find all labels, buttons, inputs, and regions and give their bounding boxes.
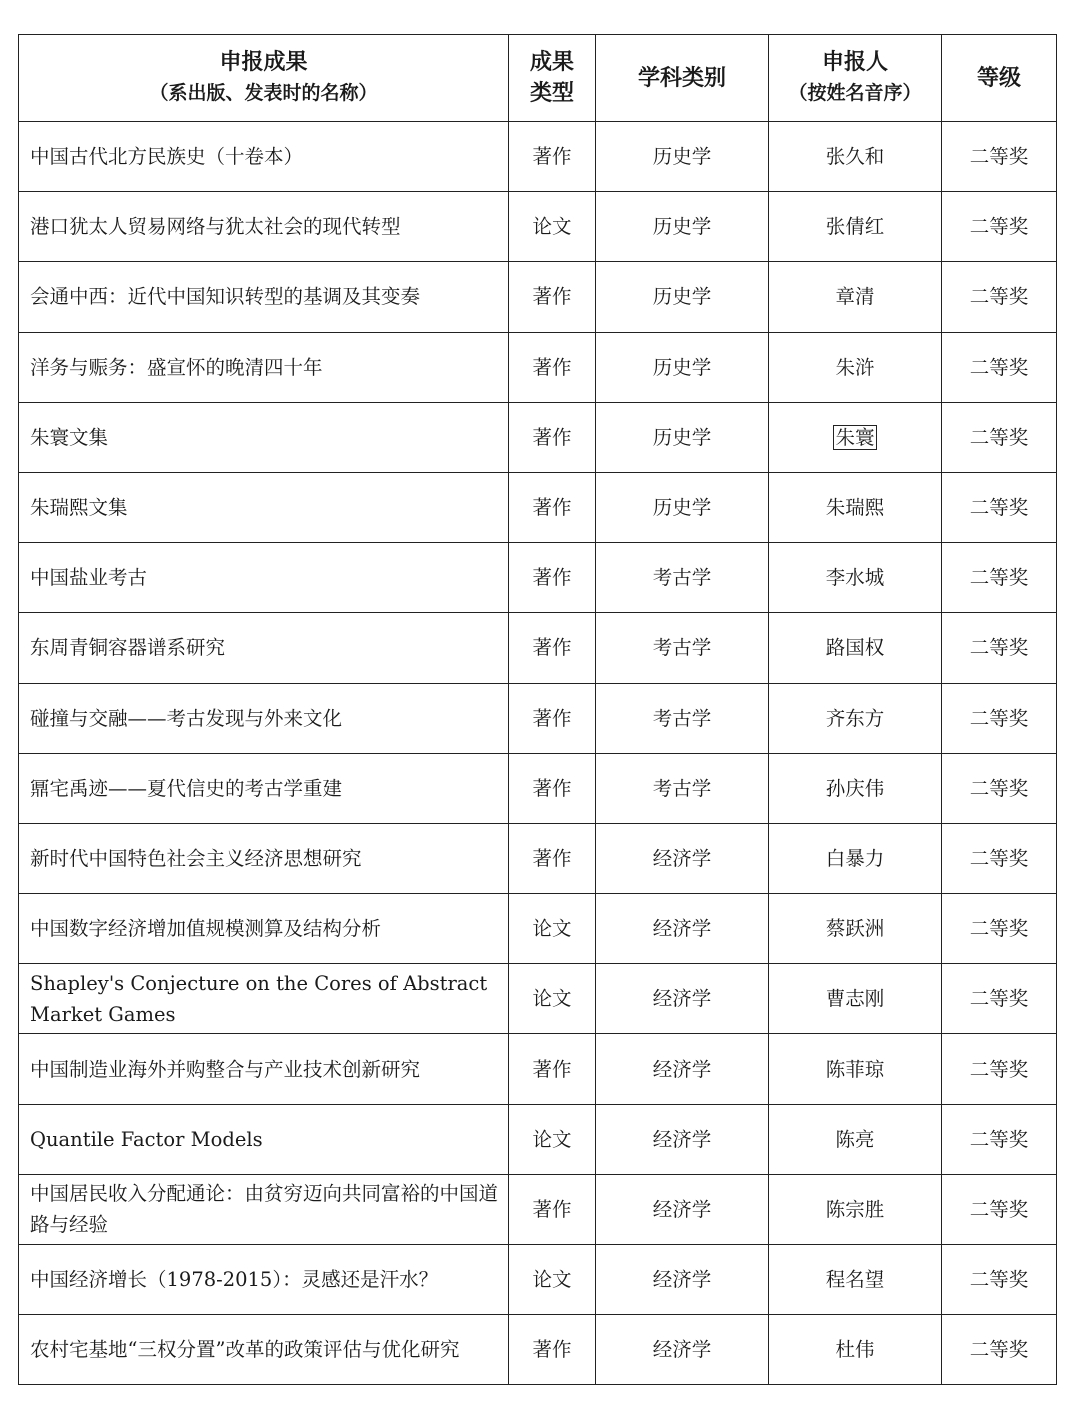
header-row <box>19 35 1057 122</box>
cell-discipline: 历史学 <box>596 402 769 472</box>
cell-discipline: 历史学 <box>596 472 769 542</box>
table-row <box>19 894 1057 964</box>
cell-applicant: 程名望 <box>769 1245 942 1315</box>
cell-title: Quantile Factor Models <box>19 1104 509 1174</box>
cell-grade: 二等奖 <box>942 472 1057 542</box>
cell-title: 会通中西：近代中国知识转型的基调及其变奏 <box>19 262 509 332</box>
cell-type: 著作 <box>509 402 596 472</box>
cell-title: 东周青铜容器谱系研究 <box>19 613 509 683</box>
cell-discipline: 历史学 <box>596 262 769 332</box>
cell-grade: 二等奖 <box>942 1315 1057 1385</box>
cell-type: 著作 <box>509 753 596 823</box>
cell-discipline: 经济学 <box>596 1104 769 1174</box>
header-discipline: 学科类别 <box>596 35 769 122</box>
cell-type: 著作 <box>509 1315 596 1385</box>
table-row <box>19 332 1057 402</box>
cell-type: 著作 <box>509 472 596 542</box>
header-applicant <box>769 35 942 122</box>
cell-grade: 二等奖 <box>942 543 1057 613</box>
table-row <box>19 1034 1057 1104</box>
cell-discipline: 考古学 <box>596 543 769 613</box>
cell-title: 洋务与赈务：盛宣怀的晚清四十年 <box>19 332 509 402</box>
cell-type: 著作 <box>509 683 596 753</box>
cell-type: 著作 <box>509 823 596 893</box>
cell-grade: 二等奖 <box>942 753 1057 823</box>
cell-discipline: 经济学 <box>596 1034 769 1104</box>
cell-discipline: 经济学 <box>596 823 769 893</box>
table-row <box>19 122 1057 192</box>
cell-discipline: 经济学 <box>596 1315 769 1385</box>
cell-grade: 二等奖 <box>942 964 1057 1034</box>
table-row <box>19 402 1057 472</box>
cell-type: 著作 <box>509 543 596 613</box>
cell-discipline: 经济学 <box>596 894 769 964</box>
cell-applicant: 孙庆伟 <box>769 753 942 823</box>
header-work <box>19 35 509 122</box>
awards-table <box>18 34 1057 1385</box>
table-body <box>19 122 1057 1385</box>
cell-type: 著作 <box>509 1034 596 1104</box>
cell-applicant: 杜伟 <box>769 1315 942 1385</box>
table-row <box>19 262 1057 332</box>
table-row <box>19 192 1057 262</box>
cell-type: 论文 <box>509 1245 596 1315</box>
cell-grade: 二等奖 <box>942 1034 1057 1104</box>
table-header <box>19 35 1057 122</box>
cell-applicant: 白暴力 <box>769 823 942 893</box>
cell-title: 中国经济增长（1978-2015）：灵感还是汗水？ <box>19 1245 509 1315</box>
cell-title: 碰撞与交融——考古发现与外来文化 <box>19 683 509 753</box>
cell-discipline: 考古学 <box>596 683 769 753</box>
cell-type: 著作 <box>509 332 596 402</box>
cell-discipline: 历史学 <box>596 122 769 192</box>
cell-type: 著作 <box>509 613 596 683</box>
cell-discipline: 考古学 <box>596 613 769 683</box>
table-row <box>19 683 1057 753</box>
cell-grade: 二等奖 <box>942 894 1057 964</box>
cell-grade: 二等奖 <box>942 683 1057 753</box>
table-row <box>19 823 1057 893</box>
cell-title: 中国制造业海外并购整合与产业技术创新研究 <box>19 1034 509 1104</box>
cell-type: 著作 <box>509 122 596 192</box>
cell-discipline: 经济学 <box>596 1245 769 1315</box>
cell-discipline: 经济学 <box>596 964 769 1034</box>
cell-grade: 二等奖 <box>942 262 1057 332</box>
cell-applicant: 张久和 <box>769 122 942 192</box>
cell-applicant: 路国权 <box>769 613 942 683</box>
cell-type: 论文 <box>509 894 596 964</box>
cell-applicant: 朱浒 <box>769 332 942 402</box>
cell-type: 论文 <box>509 192 596 262</box>
cell-applicant: 陈菲琼 <box>769 1034 942 1104</box>
cell-title: 中国古代北方民族史（十卷本） <box>19 122 509 192</box>
cell-applicant: 张倩红 <box>769 192 942 262</box>
applicant-boxed: 朱寰 <box>835 425 875 449</box>
header-type-line2: 类型 <box>529 80 574 106</box>
cell-title: 朱寰文集 <box>19 402 509 472</box>
cell-type: 著作 <box>509 1174 596 1244</box>
table-row <box>19 1245 1057 1315</box>
cell-title: Shapley's Conjecture on the Cores of Abstract Market Games <box>19 964 509 1034</box>
table-row <box>19 1315 1057 1385</box>
cell-applicant: 陈亮 <box>769 1104 942 1174</box>
cell-applicant: 章清 <box>769 262 942 332</box>
cell-title: 中国居民收入分配通论：由贫穷迈向共同富裕的中国道路与经验 <box>19 1174 509 1244</box>
cell-applicant: 李水城 <box>769 543 942 613</box>
cell-grade: 二等奖 <box>942 332 1057 402</box>
cell-title: 中国数字经济增加值规模测算及结构分析 <box>19 894 509 964</box>
cell-applicant: 曹志刚 <box>769 964 942 1034</box>
table-row <box>19 964 1057 1034</box>
cell-type: 著作 <box>509 262 596 332</box>
table-row <box>19 613 1057 683</box>
table-row <box>19 543 1057 613</box>
cell-type: 论文 <box>509 1104 596 1174</box>
cell-title: 农村宅基地“三权分置”改革的政策评估与优化研究 <box>19 1315 509 1385</box>
cell-discipline: 经济学 <box>596 1174 769 1244</box>
cell-grade: 二等奖 <box>942 1174 1057 1244</box>
cell-applicant: 齐东方 <box>769 683 942 753</box>
cell-applicant: 蔡跃洲 <box>769 894 942 964</box>
cell-grade: 二等奖 <box>942 122 1057 192</box>
cell-grade: 二等奖 <box>942 613 1057 683</box>
cell-title: 鼏宅禹迹——夏代信史的考古学重建 <box>19 753 509 823</box>
cell-grade: 二等奖 <box>942 1104 1057 1174</box>
cell-applicant <box>769 402 942 472</box>
header-applicant-label: 申报人 <box>821 49 888 75</box>
cell-discipline: 考古学 <box>596 753 769 823</box>
cell-grade: 二等奖 <box>942 1245 1057 1315</box>
cell-applicant: 陈宗胜 <box>769 1174 942 1244</box>
header-grade: 等级 <box>942 35 1057 122</box>
header-type-line1: 成果 <box>529 49 574 75</box>
cell-title: 朱瑞熙文集 <box>19 472 509 542</box>
cell-grade: 二等奖 <box>942 192 1057 262</box>
cell-title: 中国盐业考古 <box>19 543 509 613</box>
table-row <box>19 472 1057 542</box>
header-work-note: （系出版、发表时的名称） <box>149 82 378 104</box>
cell-title: 港口犹太人贸易网络与犹太社会的现代转型 <box>19 192 509 262</box>
table-row <box>19 753 1057 823</box>
cell-title: 新时代中国特色社会主义经济思想研究 <box>19 823 509 893</box>
header-applicant-note: （按姓名音序） <box>788 82 922 104</box>
cell-type: 论文 <box>509 964 596 1034</box>
cell-applicant: 朱瑞熙 <box>769 472 942 542</box>
header-type <box>509 35 596 122</box>
table-row <box>19 1174 1057 1244</box>
cell-discipline: 历史学 <box>596 332 769 402</box>
header-work-label: 申报成果 <box>219 49 308 75</box>
cell-discipline: 历史学 <box>596 192 769 262</box>
cell-grade: 二等奖 <box>942 402 1057 472</box>
table-row <box>19 1104 1057 1174</box>
cell-grade: 二等奖 <box>942 823 1057 893</box>
